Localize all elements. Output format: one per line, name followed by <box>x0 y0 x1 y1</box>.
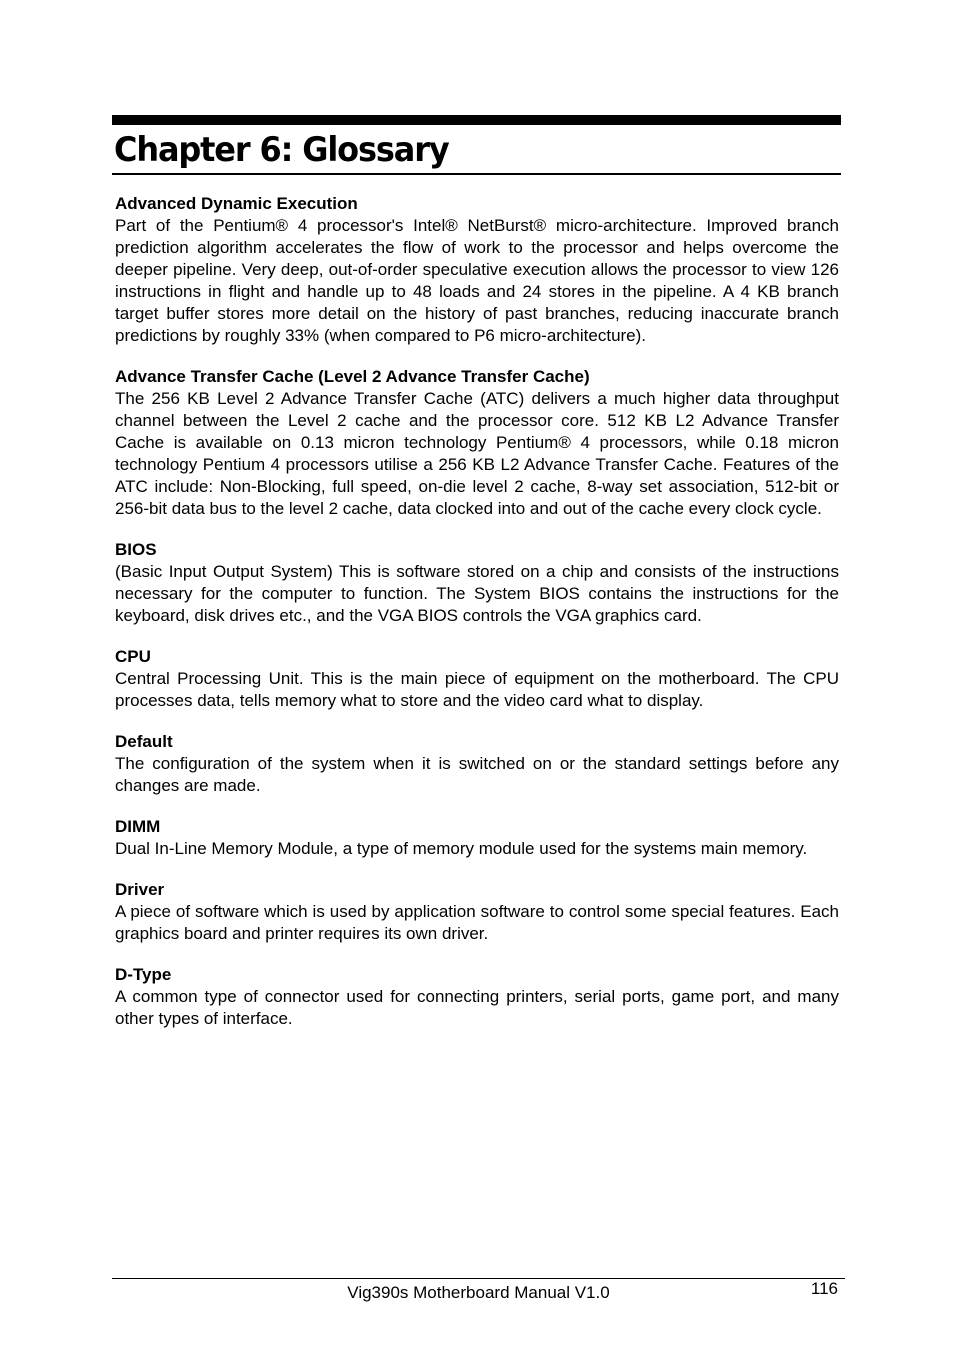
glossary-definition: (Basic Input Output System) This is software stored on a chip and consists of the instructions necessary for the computer to function. The System BIOS contains the instructions for the keyboard, disk drives etc., and the VGA BIOS controls the VGA graphics card. <box>115 562 839 625</box>
glossary-entry-advance-transfer-cache <box>115 366 839 520</box>
glossary-definition: A common type of connector used for connecting printers, serial ports, game port, and many other types of interface. <box>115 987 839 1028</box>
glossary-entry-dimm <box>115 816 839 860</box>
glossary-definition: The 256 KB Level 2 Advance Transfer Cache (ATC) delivers a much higher data throughput channel between the Level 2 cache and the processor core. 512 KB L2 Advance Transfer Cache is available on 0.13 micron technology Pentium® 4 processors, while 0.18 micron technology Pentium 4 processors utilise a 256 KB L2 Advance Transfer Cache. Features of the ATC include: Non-Blocking, full speed, on-die level 2 cache, 8-way set association, 512-bit or 256-bit data bus to the level 2 cache, data clocked into and out of the cache every clock cycle. <box>115 389 839 518</box>
glossary-term: Advanced Dynamic Execution <box>115 194 358 213</box>
glossary-entry-driver <box>115 879 839 945</box>
page-number: 116 <box>810 1279 838 1298</box>
chapter-title: Chapter 6: Glossary <box>114 130 449 170</box>
glossary-definition: A piece of software which is used by application software to control some special features. Each graphics board and printer requires its own driver. <box>115 902 839 943</box>
glossary-definition: Central Processing Unit. This is the main piece of equipment on the motherboard. The CPU processes data, tells memory what to store and the video card what to display. <box>115 669 839 710</box>
glossary-entry-default <box>115 731 839 797</box>
chapter-title-rule <box>112 173 841 175</box>
glossary-term: DIMM <box>115 817 161 836</box>
chapter-top-rule <box>112 115 841 125</box>
glossary-list <box>115 193 839 1049</box>
glossary-term: D-Type <box>115 965 172 984</box>
footer-rule <box>112 1278 845 1279</box>
footer-manual-title: Vig390s Motherboard Manual V1.0 <box>347 1283 610 1302</box>
glossary-entry-bios <box>115 539 839 627</box>
glossary-term: Default <box>115 732 173 751</box>
glossary-entry-d-type <box>115 964 839 1030</box>
glossary-entry-cpu <box>115 646 839 712</box>
glossary-term: BIOS <box>115 540 157 559</box>
glossary-definition: Dual In-Line Memory Module, a type of memory module used for the systems main memory. <box>115 839 808 858</box>
glossary-term: CPU <box>115 647 151 666</box>
glossary-definition: The configuration of the system when it is switched on or the standard settings before any changes are made. <box>115 754 839 795</box>
glossary-entry-advanced-dynamic-execution <box>115 193 839 347</box>
glossary-term: Advance Transfer Cache (Level 2 Advance Transfer Cache) <box>115 367 590 386</box>
glossary-term: Driver <box>115 880 165 899</box>
glossary-definition: Part of the Pentium® 4 processor's Intel® NetBurst® micro-architecture. Improved branch prediction algorithm accelerates the flow of work to the processor and helps overcome the deeper pipeline. Very deep, out-of-order speculative execution allows the processor to view 126 instructions in flight and handle up to 48 loads and 24 stores in the pipeline. A 4 KB branch target buffer stores more detail on the history of past branches, reducing inaccurate branch predictions by roughly 33% (when compared to P6 micro-architecture). <box>115 216 839 345</box>
